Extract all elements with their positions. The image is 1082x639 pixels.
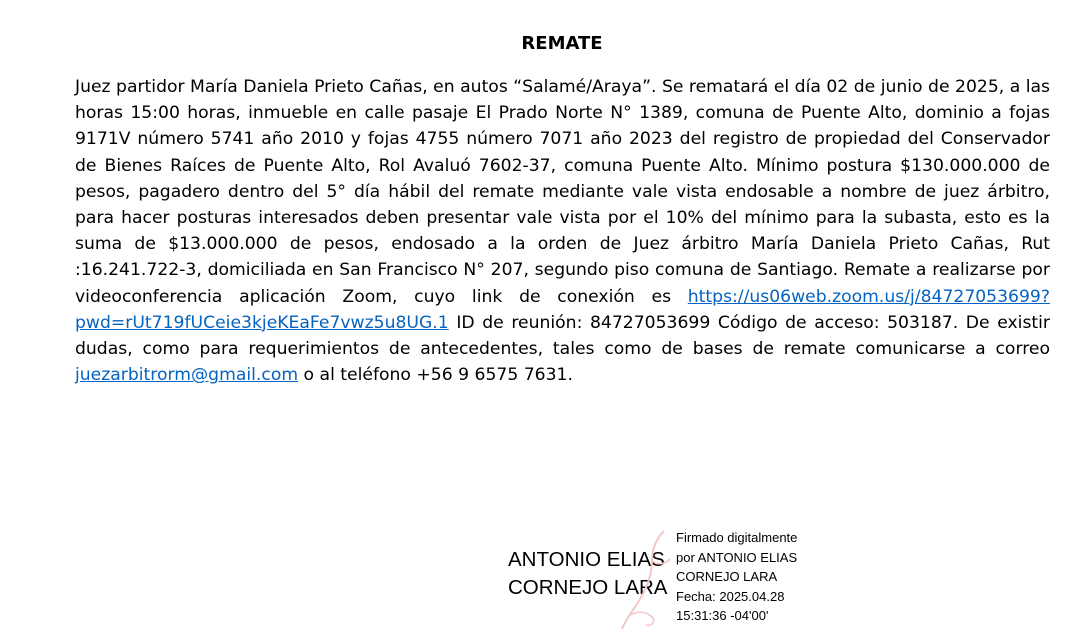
body-text-part-3: o al teléfono +56 9 6575 7631. — [298, 365, 573, 386]
signature-info — [676, 528, 797, 626]
document-body — [75, 74, 1050, 388]
signature-mark-icon — [612, 525, 682, 635]
signature-info-line-4: Fecha: 2025.04.28 — [676, 588, 785, 604]
signer-name-line-2: CORNEJO LARA — [508, 576, 668, 599]
signature-info-line-5: 15:31:36 -04'00' — [676, 608, 769, 623]
body-text-part-2: ID de reunión: 84727053699 Código de acceso: 503187. De existir dudas, como para requerimientos de antecedentes, tales como de bases de remate comunicarse a correo — [75, 312, 1050, 360]
signature-info-line-2: por ANTONIO ELIAS — [676, 549, 798, 565]
zoom-link[interactable]: https://us06web.zoom.us/j/84727053699?pwd=rUt719fUCeie3kjeKEaFe7vwz5u8UG.1 — [75, 286, 1050, 333]
signature-info-line-3: CORNEJO LARA — [676, 569, 778, 584]
signature-info-line-1: Firmado digitalmente — [676, 530, 798, 545]
document-title: REMATE — [521, 33, 603, 54]
body-text-part-1: Juez partidor María Daniela Prieto Cañas, en autos “Salamé/Araya”. Se rematará el día 02 de junio de 2025, a las horas 15:00 horas, inmueble en calle pasaje El Prado Norte N° 1389, comuna de Puente Alto, dominio a fojas 9171V número 5741 año 2010 y fojas 4755 número 7071 año 2023 del registro de propiedad del Conservador de Bienes Raíces de Puente Alto, Rol Avaluó 7602-37, comuna Puente Alto. Mínimo postura $130.000.000 de pesos, pagadero dentro del 5° día hábil del remate mediante vale vista endosable a nombre de juez árbitro, para hacer posturas interesados deben presentar vale vista por el 10% del mínimo para la subasta, esto es la suma de $13.000.000 de pesos, endosado a la orden de Juez árbitro María Daniela Prieto Cañas, Rut :16.241.722-3, domiciliada en San Francisco N° 207, segundo piso comuna de Santiago. Remate a realizarse por videoconferencia aplicación Zoom, cuyo link de conexión es — [75, 77, 1050, 307]
email-link[interactable]: juezarbitrorm@gmail.com — [75, 365, 299, 386]
signer-name-line-1: ANTONIO ELIAS — [508, 548, 665, 571]
